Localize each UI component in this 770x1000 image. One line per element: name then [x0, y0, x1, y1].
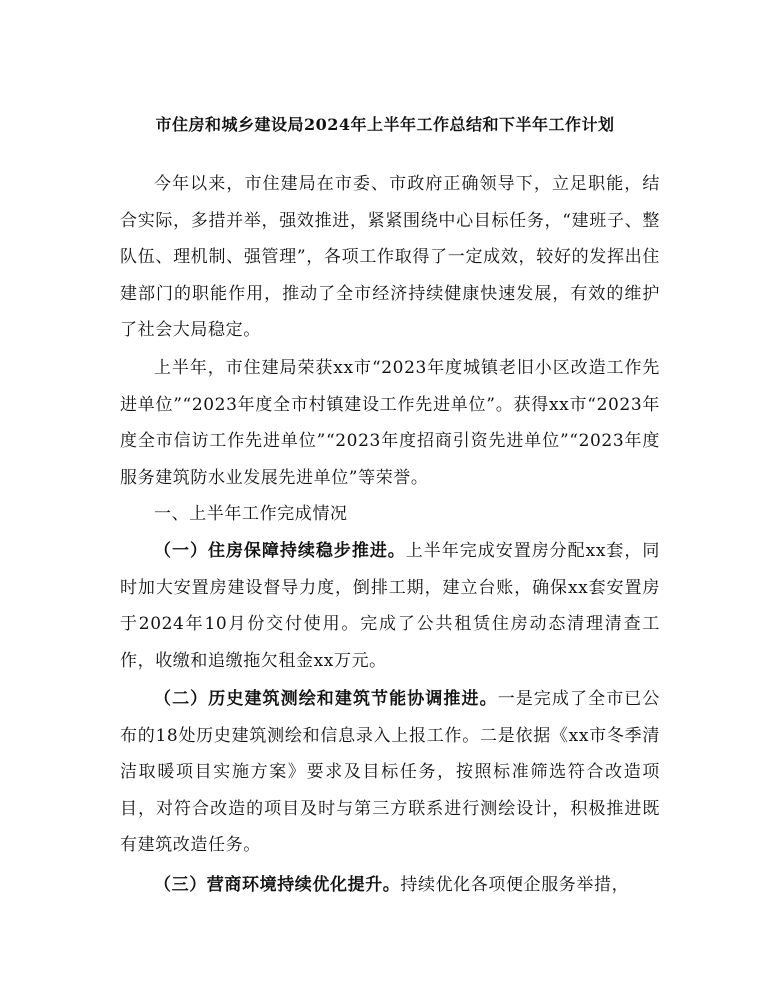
item-heading: （二）历史建筑测绘和建筑节能协调推进。: [154, 689, 498, 709]
item-paragraph: [120, 867, 660, 904]
section-block: [120, 496, 660, 533]
item-text: 上半年完成安置房分配xx套，同时加大安置房建设督导力度，倒排工期，建立台账，确保xx套安置房于2024年10月份交付使用。完成了公共租赁住房动态清理清查工作，收缴和追缴拖欠租金xx万元。: [120, 541, 660, 671]
item-2-block: [120, 681, 660, 864]
item-paragraph: [120, 533, 660, 679]
document-title: 市住房和城乡建设局2024年上半年工作总结和下半年工作计划: [155, 115, 615, 134]
item-text: 持续优化各项便企服务举措，: [400, 875, 630, 895]
item-text: 一是完成了全市已公布的18处历史建筑测绘和信息录入上报工作。二是依据《xx市冬季清洁取暖项目实施方案》要求及目标任务，按照标准筛选符合改造项目，对符合改造的项目及时与第三方联系进行测绘设计，积极推进既有建筑改造任务。: [120, 689, 660, 855]
honors-block: [120, 350, 660, 496]
document-body: [120, 166, 660, 349]
intro-paragraph: 今年以来，市住建局在市委、市政府正确领导下，立足职能，结合实际，多措并举，强效推进，紧紧围绕中心目标任务，“建班子、整队伍、理机制、强管理”，各项工作取得了一定成效，较好的发挥出住建部门的职能作用，推动了全市经济持续健康快速发展，有效的维护了社会大局稳定。: [120, 174, 660, 340]
item-3-block: [120, 867, 660, 904]
item-paragraph: [120, 681, 660, 864]
item-heading: （三）营商环境持续优化提升。: [154, 875, 401, 895]
section-heading: 一、上半年工作完成情况: [154, 504, 348, 524]
item-1-block: [120, 533, 660, 679]
honors-paragraph: 上半年，市住建局荣获xx市“2023年度城镇老旧小区改造工作先进单位”“2023年度全市村镇建设工作先进单位”。获得xx市“2023年度全市信访工作先进单位”“2023年度招商引资先进单位”“2023年度服务建筑防水业发展先进单位”等荣誉。: [120, 358, 660, 488]
item-heading: （一）住房保障持续稳步推进。: [154, 541, 406, 561]
